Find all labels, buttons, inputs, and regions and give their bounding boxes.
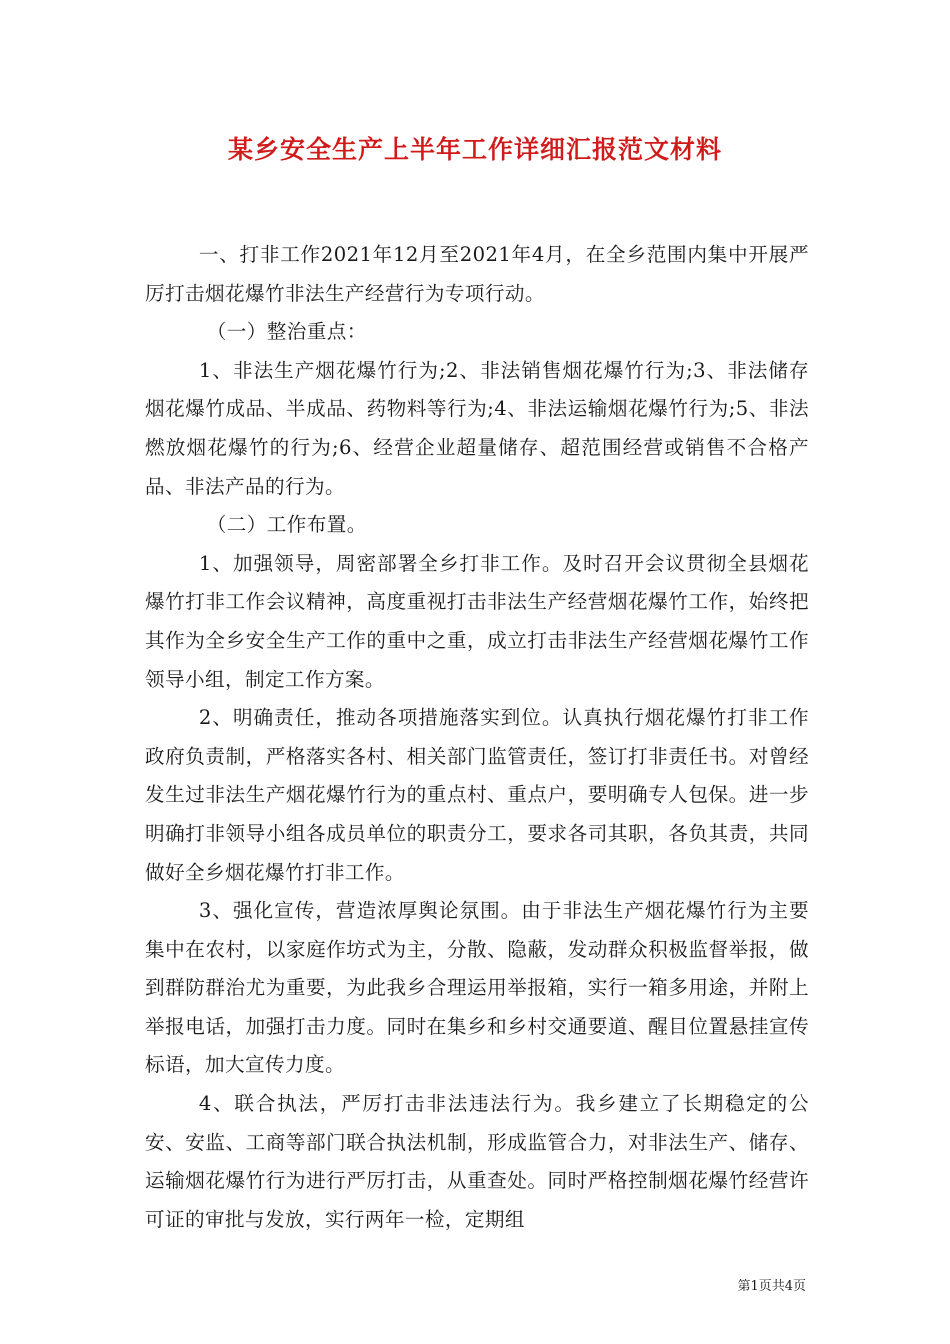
heading-gongzuo-buzhi: （二）工作布置。 [206, 513, 367, 537]
paragraph-item-1: 1、加强领导，周密部署全乡打非工作。及时召开会议贯彻全县烟花爆竹打非工作会议精神，高度重视打击非法生产经营烟花爆竹工作，始终把其作为全乡安全生产工作的重中之重，成立打击非法生产经营烟花爆竹工作领导小组，制定工作方案。 [145, 551, 809, 691]
paragraph-item-2: 2、明确责任，推动各项措施落实到位。认真执行烟花爆竹打非工作政府负责制，严格落实各村、相关部门监管责任，签订打非责任书。对曾经发生过非法生产烟花爆竹行为的重点村、重点户，要明确专人包保。进一步明确打非领导小组各成员单位的职责分工，要求各司其职，各负其责，共同做好全乡烟花爆竹打非工作。 [145, 706, 809, 884]
document-body [145, 236, 809, 1239]
paragraph-item-3: 3、强化宣传，营造浓厚舆论氛围。由于非法生产烟花爆竹行为主要集中在农村，以家庭作坊式为主，分散、隐蔽，发动群众积极监督举报，做到群防群治尤为重要，为此我乡合理运用举报箱，实行一箱多用途，并附上举报电话，加强打击力度。同时在集乡和乡村交通要道、醒目位置悬挂宣传标语，加大宣传力度。 [145, 899, 809, 1077]
paragraph-zhengzhi-items: 1、非法生产烟花爆竹行为;2、非法销售烟花爆竹行为;3、非法储存烟花爆竹成品、半成品、药物料等行为;4、非法运输烟花爆竹行为;5、非法燃放烟花爆竹的行为;6、经营企业超量储存、超范围经营或销售不合格产品、非法产品的行为。 [145, 358, 809, 498]
heading-zhengzhi-zhongdian: （一）整治重点： [206, 320, 367, 344]
page-number: 第1页共4页 [737, 1279, 806, 1294]
paragraph-item-4: 4、联合执法，严厉打击非法违法行为。我乡建立了长期稳定的公安、安监、工商等部门联合执法机制，形成监管合力，对非法生产、储存、运输烟花爆竹行为进行严厉打击，从重查处。同时严格控制烟花爆竹经营许可证的审批与发放，实行两年一检，定期组 [145, 1092, 809, 1231]
paragraph-dafei-intro: 一、打非工作2021年12月至2021年4月，在全乡范围内集中开展严厉打击烟花爆竹非法生产经营行为专项行动。 [145, 243, 809, 305]
document-title: 某乡安全生产上半年工作详细汇报范文材料 [227, 135, 722, 164]
